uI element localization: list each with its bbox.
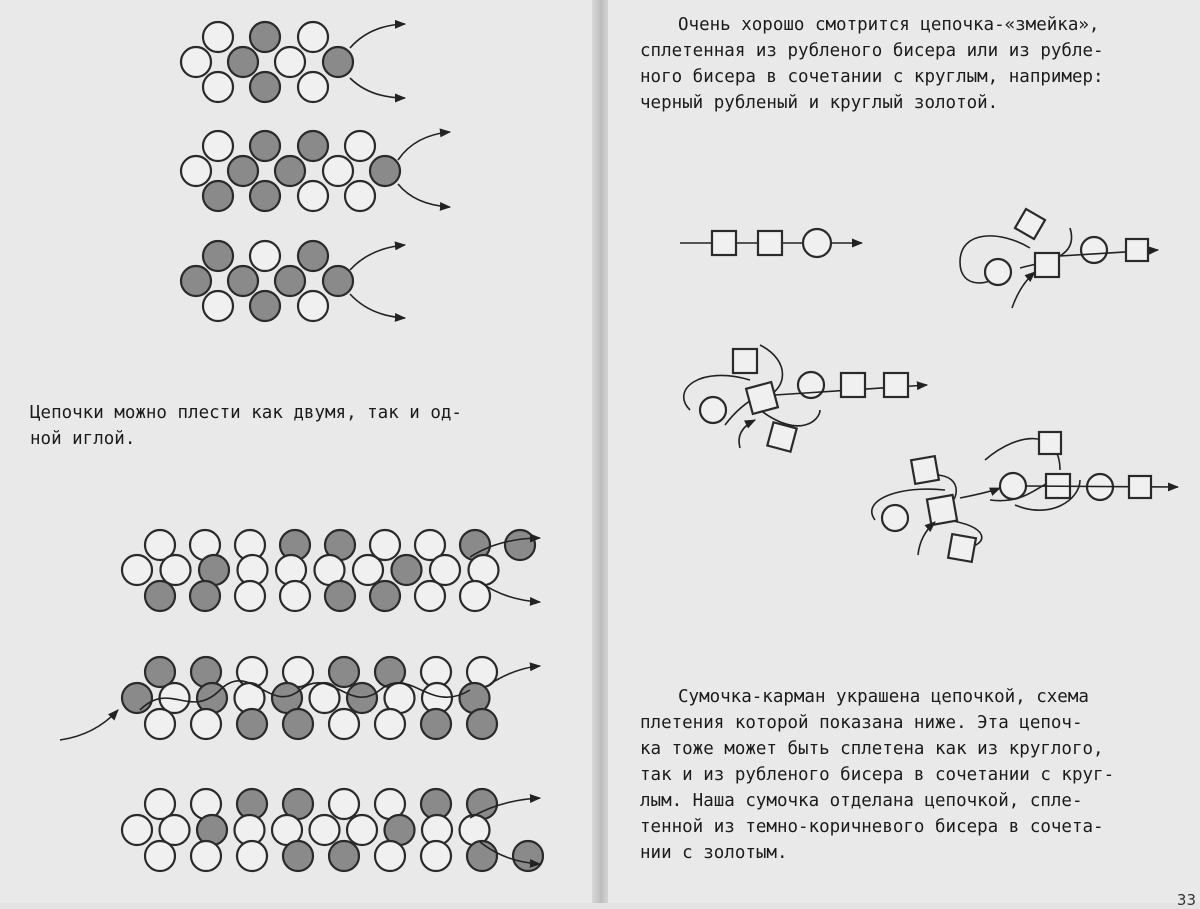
thread-path — [739, 420, 755, 448]
dark-bead — [467, 709, 497, 739]
light-bead — [298, 72, 328, 102]
snake-chain-intro — [640, 12, 1188, 116]
light-bead — [181, 47, 211, 77]
thread-path — [960, 488, 1000, 498]
left-caption-line-1: Цепочки можно плести как двумя, так и од- — [30, 403, 462, 423]
dark-bead — [392, 555, 422, 585]
light-bead — [250, 241, 280, 271]
dark-bead — [228, 47, 258, 77]
pocket-line-4: так и из рубленого бисера в сочетании с круг- — [640, 765, 1115, 785]
light-bead — [430, 555, 460, 585]
intro-line-2: сплетенная из рубленого бисера или из рубле- — [640, 41, 1104, 61]
cut-bead — [884, 373, 908, 397]
chain-diagram-1 — [181, 22, 405, 102]
dark-bead — [323, 47, 353, 77]
light-bead — [203, 291, 233, 321]
round-bead — [1081, 237, 1107, 263]
light-bead — [375, 841, 405, 871]
snake-diagram-3 — [684, 345, 927, 452]
thread-path — [60, 710, 118, 740]
thread-path — [760, 410, 820, 426]
pocket-line-3: ка тоже может быть сплетена как из круглого, — [640, 739, 1104, 759]
round-bead — [985, 259, 1011, 285]
dark-bead — [505, 530, 535, 560]
thread-path — [350, 78, 405, 98]
snake-diagram-1 — [680, 229, 862, 257]
round-bead — [798, 372, 824, 398]
dark-bead — [298, 241, 328, 271]
dark-bead — [250, 291, 280, 321]
cut-bead — [911, 456, 939, 484]
cut-bead — [758, 231, 782, 255]
light-bead — [275, 47, 305, 77]
right-page-diagrams — [680, 209, 1178, 562]
light-bead — [345, 181, 375, 211]
light-bead — [329, 709, 359, 739]
page-number: 33 — [1176, 891, 1196, 909]
dark-bead — [203, 181, 233, 211]
cut-bead — [733, 349, 757, 373]
light-bead — [323, 156, 353, 186]
dark-bead — [329, 841, 359, 871]
pocket-line-2: плетения которой показана ниже. Эта цепоч- — [640, 713, 1083, 733]
dark-bead — [283, 841, 313, 871]
light-bead — [203, 131, 233, 161]
dark-bead — [197, 815, 227, 845]
dark-bead — [370, 156, 400, 186]
cut-bead — [767, 422, 796, 451]
light-bead — [203, 72, 233, 102]
dark-bead — [250, 22, 280, 52]
dark-bead — [181, 266, 211, 296]
thread-path — [398, 184, 450, 207]
light-bead — [415, 581, 445, 611]
intro-line-1: Очень хорошо смотрится цепочка-«змейка», — [678, 15, 1100, 35]
cut-bead — [1039, 432, 1061, 454]
pocket-bag-description — [640, 684, 1188, 866]
left-caption — [30, 400, 570, 452]
intro-line-4: черный рубленый и круглый золотой. — [640, 93, 999, 113]
round-bead — [700, 397, 726, 423]
pocket-line-6: тенной из темно-коричневого бисера в сочета- — [640, 817, 1104, 837]
dark-bead — [250, 72, 280, 102]
light-bead — [191, 789, 221, 819]
cut-bead — [746, 382, 778, 414]
dark-bead — [191, 657, 221, 687]
light-bead — [329, 789, 359, 819]
cut-bead — [1129, 476, 1151, 498]
cut-bead — [1035, 253, 1059, 277]
light-bead — [353, 555, 383, 585]
chain-diagram-4 — [122, 530, 540, 611]
light-bead — [122, 555, 152, 585]
light-bead — [235, 581, 265, 611]
intro-line-3: ного бисера в сочетании с круглым, например: — [640, 67, 1104, 87]
light-bead — [203, 22, 233, 52]
light-bead — [375, 709, 405, 739]
light-bead — [237, 841, 267, 871]
thread-path — [918, 522, 935, 555]
light-bead — [181, 156, 211, 186]
round-bead — [803, 229, 831, 257]
light-bead — [310, 815, 340, 845]
light-bead — [298, 291, 328, 321]
pocket-line-5: лым. Наша сумочка отделана цепочкой, спле- — [640, 791, 1083, 811]
dark-bead — [275, 156, 305, 186]
cut-bead — [841, 373, 865, 397]
dark-bead — [513, 841, 543, 871]
chain-diagram-3 — [181, 241, 405, 321]
snake-diagram-2 — [960, 209, 1158, 308]
light-bead — [345, 131, 375, 161]
thread-path — [398, 132, 450, 160]
pocket-line-7: нии с золотым. — [640, 843, 788, 863]
dark-bead — [283, 709, 313, 739]
light-bead — [421, 841, 451, 871]
dark-bead — [421, 709, 451, 739]
dark-bead — [228, 266, 258, 296]
round-bead — [882, 505, 908, 531]
cut-bead — [927, 495, 957, 525]
dark-bead — [228, 156, 258, 186]
dark-bead — [275, 266, 305, 296]
dark-bead — [122, 683, 152, 713]
dark-bead — [467, 841, 497, 871]
chain-diagram-6 — [122, 789, 543, 871]
round-bead — [1000, 473, 1026, 499]
cut-bead — [948, 534, 976, 562]
thread-path — [350, 245, 405, 270]
light-bead — [298, 181, 328, 211]
cut-bead — [712, 231, 736, 255]
light-bead — [191, 841, 221, 871]
dark-bead — [329, 657, 359, 687]
dark-bead — [370, 581, 400, 611]
dark-bead — [203, 241, 233, 271]
dark-bead — [250, 181, 280, 211]
light-bead — [122, 815, 152, 845]
dark-bead — [298, 131, 328, 161]
light-bead — [347, 815, 377, 845]
light-bead — [161, 555, 191, 585]
thread-path — [1026, 486, 1178, 487]
snake-diagram-4 — [872, 432, 1178, 562]
cut-bead — [1126, 239, 1148, 261]
light-bead — [145, 841, 175, 871]
dark-bead — [237, 709, 267, 739]
pocket-line-1: Сумочка-карман украшена цепочкой, схема — [678, 687, 1089, 707]
thread-path — [1012, 272, 1035, 308]
dark-bead — [323, 266, 353, 296]
light-bead — [145, 709, 175, 739]
chain-diagram-5 — [60, 657, 540, 740]
dark-bead — [250, 131, 280, 161]
dark-bead — [325, 581, 355, 611]
cut-bead — [1015, 209, 1045, 239]
dark-bead — [190, 581, 220, 611]
thread-path — [350, 24, 405, 48]
thread-path — [350, 294, 405, 318]
dark-bead — [145, 581, 175, 611]
left-caption-line-2: ной иглой. — [30, 429, 136, 449]
light-bead — [280, 581, 310, 611]
light-bead — [298, 22, 328, 52]
chain-diagram-2 — [181, 131, 450, 211]
light-bead — [191, 709, 221, 739]
